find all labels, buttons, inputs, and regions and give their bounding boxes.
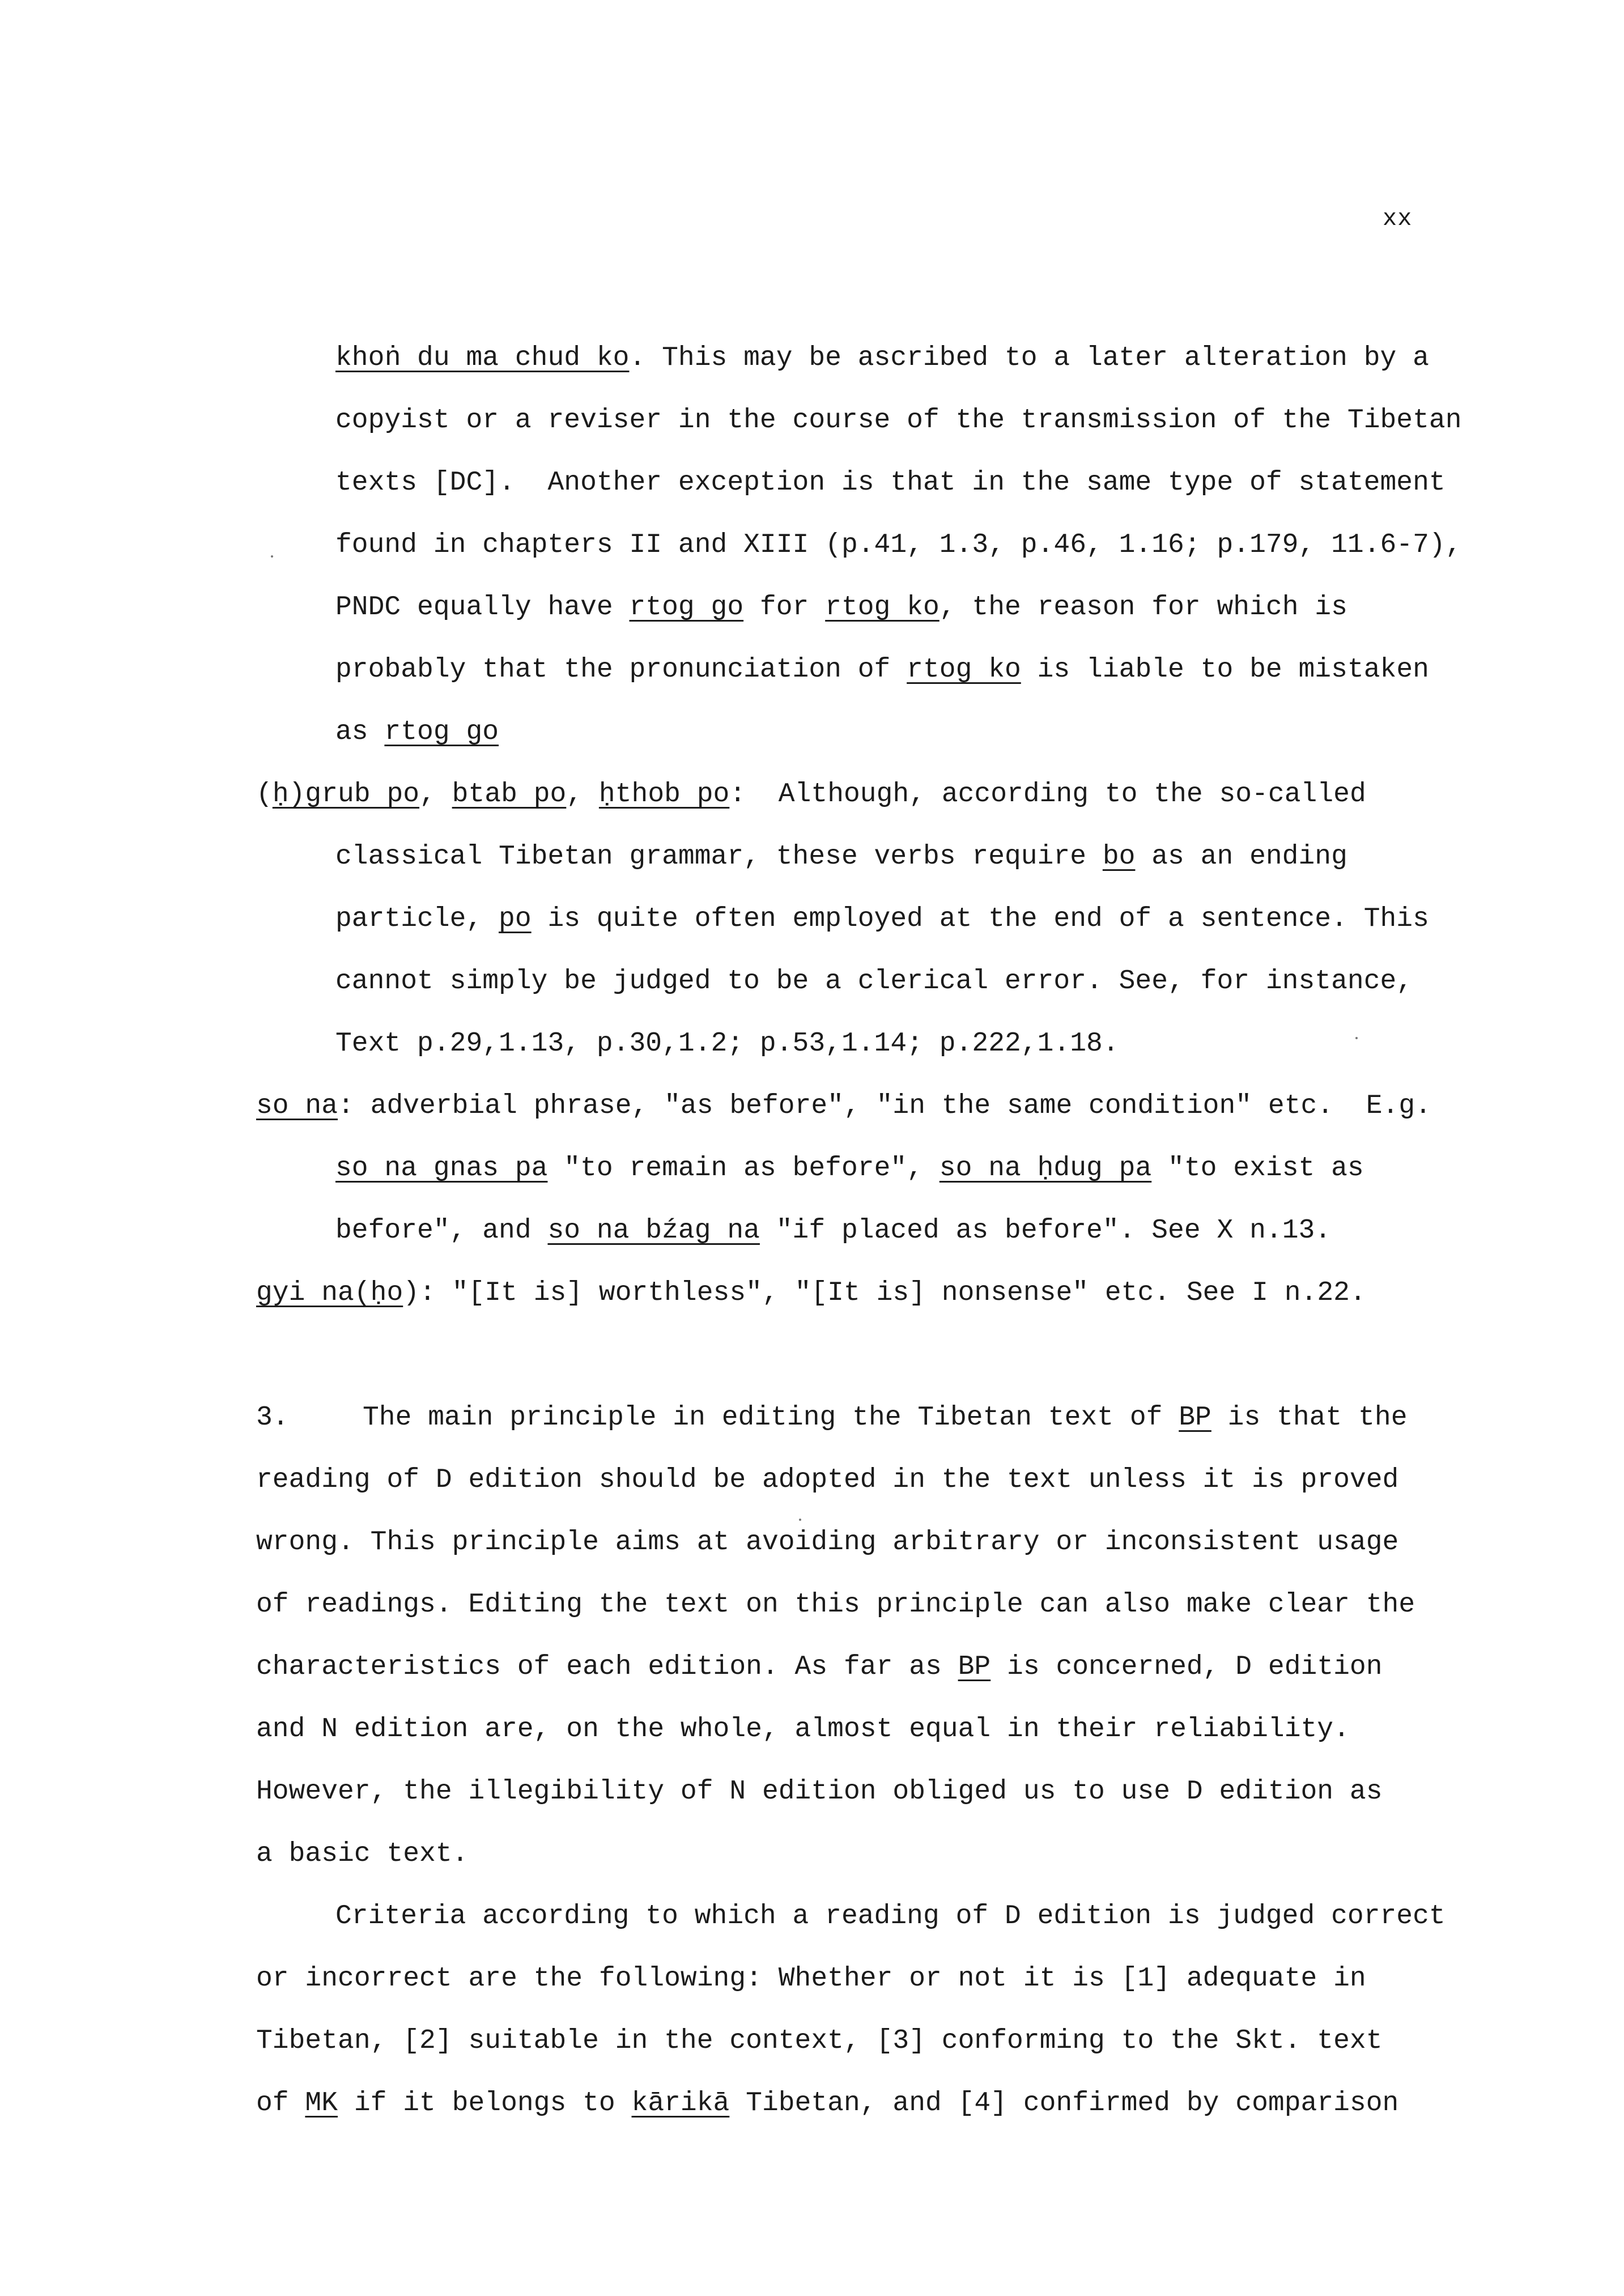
tibetan-term: po [499, 904, 532, 934]
text-line: reading of D edition should be adopted in the text unless it is proved [256, 1465, 1399, 1495]
text-line: Text p.29,1.13, p.30,1.2; p.53,1.14; p.222,1.18. [335, 1028, 1119, 1059]
text-line: or incorrect are the following: Whether or not it is [1] adequate in [256, 1963, 1366, 1994]
text-line: copyist or a reviser in the course of the transmission of the Tibetan [335, 405, 1462, 436]
tibetan-term: rtog ko [825, 592, 939, 623]
tibetan-term: rtog go [384, 717, 499, 747]
text-line: The main principle in editing the Tibetan text of BP is that the [363, 1402, 1408, 1433]
page-number: xx [1383, 205, 1413, 232]
text-line: found in chapters II and XIII (p.41, 1.3, p.46, 1.16; p.179, 11.6-7), [335, 530, 1462, 560]
text-line: of MK if it belongs to kārikā Tibetan, and [4] confirmed by comparison [256, 2088, 1399, 2119]
abbreviation: MK [305, 2088, 338, 2119]
text-line: and N edition are, on the whole, almost equal in their reliability. [256, 1714, 1350, 1745]
text-line: particle, po is quite often employed at the end of a sentence. This [335, 904, 1429, 934]
tibetan-term: khoṅ du ma chud ko [335, 343, 630, 373]
tibetan-term: btab po [452, 779, 567, 810]
text-line: texts [DC]. Another exception is that in the same type of statement [335, 467, 1446, 498]
text-line: However, the illegibility of N edition obliged us to use D edition as [256, 1776, 1383, 1807]
scan-speck [799, 1519, 801, 1521]
tibetan-term: so na ḥdug pa [939, 1153, 1152, 1184]
text-line: of readings. Editing the text on this principle can also make clear the [256, 1589, 1415, 1620]
abbreviation: BP [958, 1652, 991, 1682]
glossary-entry-heading: gyi na(ḥo): "[It is] worthless", "[It is] nonsense" etc. See I n.22. [256, 1278, 1366, 1308]
glossary-entry-heading: so na: adverbial phrase, "as before", "in the same condition" etc. E.g. [256, 1091, 1431, 1121]
tibetan-term: ḥthob po [598, 779, 730, 810]
section-number: 3. [256, 1402, 289, 1433]
text-line: as rtog go [335, 717, 499, 747]
text-line: PNDC equally have rtog go for rtog ko, the reason for which is [335, 592, 1347, 623]
scan-speck [271, 555, 273, 558]
text-line: probably that the pronunciation of rtog ko is liable to be mistaken [335, 654, 1429, 685]
abbreviation: BP [1179, 1402, 1211, 1433]
tibetan-term: so na [256, 1091, 338, 1121]
tibetan-term: bo [1102, 841, 1136, 872]
tibetan-term: gyi na(ḥo [256, 1278, 403, 1308]
sanskrit-term: kārikā [631, 2088, 730, 2119]
text-line: cannot simply be judged to be a clerical error. See, for instance, [335, 966, 1413, 997]
text-line: classical Tibetan grammar, these verbs require bo as an ending [335, 841, 1347, 872]
tibetan-term: rtog ko [907, 654, 1021, 685]
scan-speck [1355, 1037, 1358, 1039]
tibetan-term: so na bźag na [547, 1215, 760, 1246]
text-line: Tibetan, [2] suitable in the context, [3] conforming to the Skt. text [256, 2026, 1383, 2056]
text-line: characteristics of each edition. As far as BP is concerned, D edition [256, 1652, 1383, 1682]
text-line: before", and so na bźag na "if placed as before". See X n.13. [335, 1215, 1332, 1246]
text-line: wrong. This principle aims at avoiding arbitrary or inconsistent usage [256, 1527, 1399, 1558]
text-line: khoṅ du ma chud ko. This may be ascribed to a later alteration by a [335, 343, 1429, 373]
text-line: so na gnas pa "to remain as before", so na ḥdug pa "to exist as [335, 1153, 1364, 1184]
tibetan-term: ḥ)grub po [272, 779, 420, 810]
tibetan-term: so na gnas pa [335, 1153, 548, 1184]
glossary-entry-heading: (ḥ)grub po, btab po, ḥthob po: Although, according to the so-called [256, 779, 1366, 810]
text-line: a basic text. [256, 1839, 469, 1869]
tibetan-term: rtog go [629, 592, 744, 623]
text-line: Criteria according to which a reading of D edition is judged correct [335, 1901, 1446, 1932]
